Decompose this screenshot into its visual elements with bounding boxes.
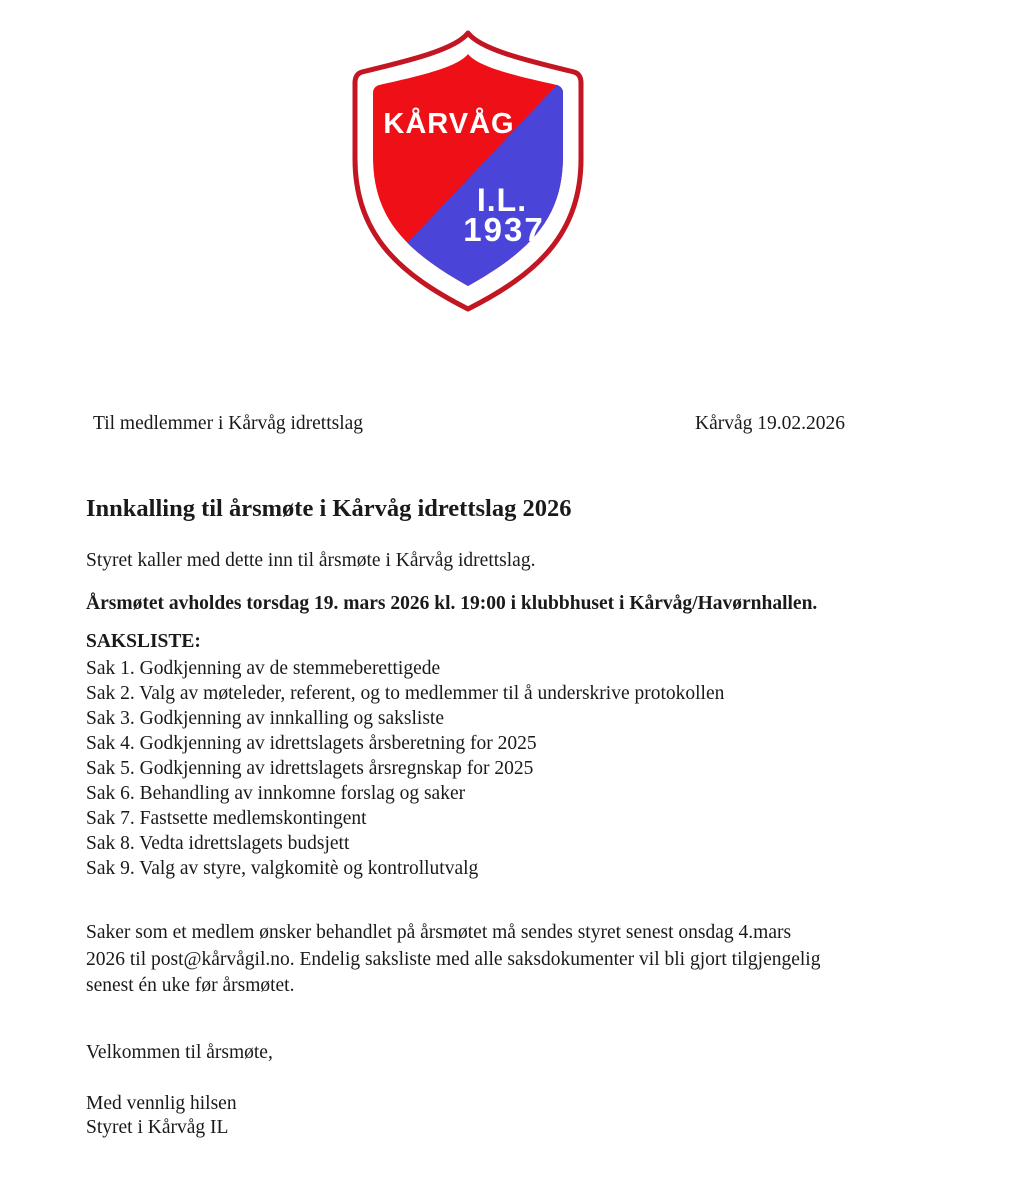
agenda-item: Sak 3. Godkjenning av innkalling og saksliste	[86, 708, 445, 729]
agenda-item: Sak 5. Godkjenning av idrettslagets årsregnskap for 2025	[86, 758, 534, 779]
submission-note	[86, 920, 820, 1000]
agenda-item: Sak 7. Fastsette medlemskontingent	[86, 808, 367, 829]
recipient-row	[93, 412, 845, 436]
document-title: Innkalling til årsmøte i Kårvåg idrettslag 2026	[86, 495, 572, 522]
agenda-list	[86, 656, 724, 881]
salutation-text: Med vennlig hilsen	[86, 1093, 237, 1114]
meeting-info-text: Årsmøtet avholdes torsdag 19. mars 2026 kl. 19:00 i klubbhuset i Kårvåg/Havørnhallen.	[86, 593, 818, 614]
submission-note-line: 2026 til post@kårvågil.no. Endelig saksliste med alle saksdokumenter vil bli gjort tilgjengelig	[86, 948, 821, 970]
agenda-item: Sak 4. Godkjenning av idrettslagets årsberetning for 2025	[86, 733, 537, 754]
logo-initials: I.L.	[476, 182, 528, 218]
submission-note-line: senest én uke før årsmøtet.	[86, 975, 295, 996]
club-crest-icon	[352, 29, 585, 313]
submission-note-line: Saker som et medlem ønsker behandlet på årsmøtet må sendes styret senest onsdag 4.mars	[86, 922, 792, 943]
agenda-item: Sak 8. Vedta idrettslagets budsjett	[86, 833, 350, 854]
logo-club-name: KÅRVÅG	[383, 108, 515, 140]
place-date-text: Kårvåg 19.02.2026	[694, 413, 845, 434]
logo-year: 1937	[463, 211, 545, 248]
agenda-item: Sak 2. Valg av møteleder, referent, og to medlemmer til å underskrive protokollen	[86, 683, 725, 704]
club-logo	[352, 29, 585, 313]
agenda-item: Sak 9. Valg av styre, valgkomitè og kontrollutvalg	[86, 858, 479, 879]
welcome-text: Velkommen til årsmøte,	[86, 1042, 273, 1063]
agenda-heading: SAKSLISTE:	[86, 631, 201, 652]
intro-text: Styret kaller med dette inn til årsmøte i Kårvåg idrettslag.	[86, 550, 536, 571]
signature-text: Styret i Kårvåg IL	[86, 1117, 229, 1138]
agenda-item: Sak 6. Behandling av innkomne forslag og saker	[86, 783, 466, 804]
agenda-item: Sak 1. Godkjenning av de stemmeberettigede	[86, 658, 441, 679]
recipient-text: Til medlemmer i Kårvåg idrettslag	[93, 413, 364, 434]
